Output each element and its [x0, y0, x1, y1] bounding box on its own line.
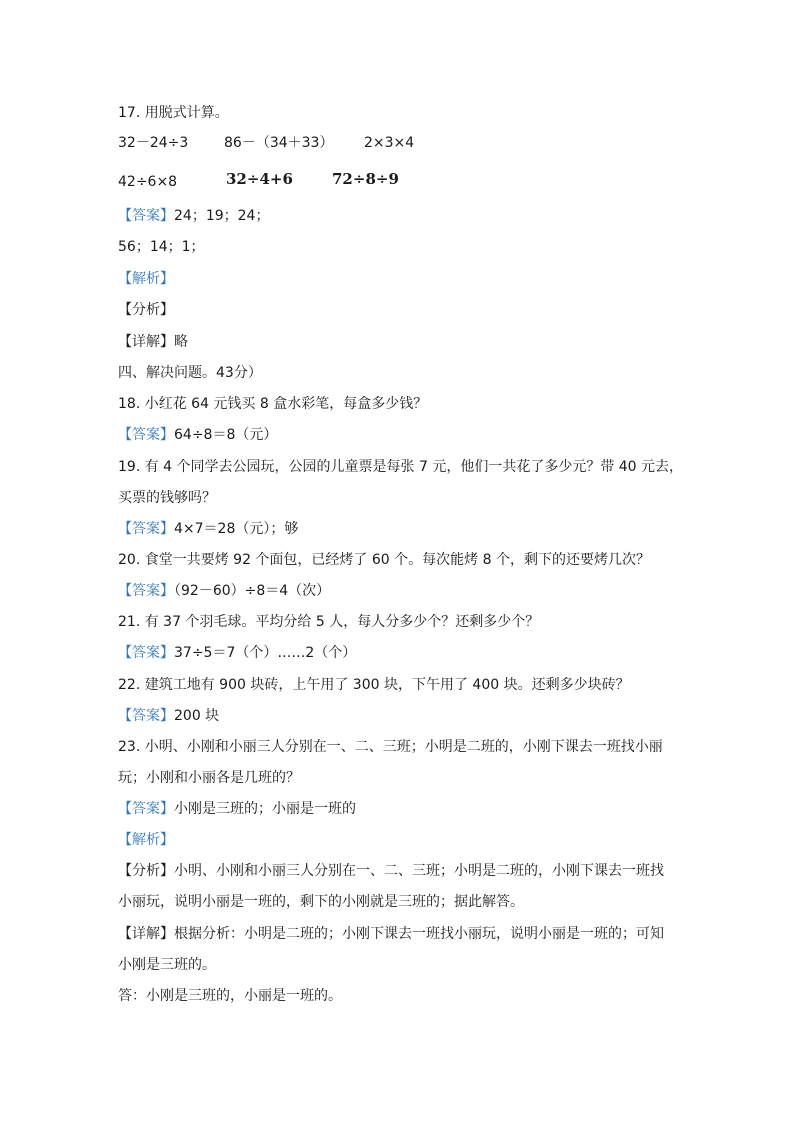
q23-fenxi-line2: 小丽玩，说明小丽是一班的，剩下的小刚就是三班的；据此解答。 — [118, 894, 524, 910]
expr-5: 32÷4+6 — [226, 170, 293, 188]
expr-1: 32－24÷3 — [118, 135, 189, 151]
q17-fenxi-tag: 【分析】 — [118, 302, 174, 318]
q23-text-line2: 玩；小刚和小丽各是几班的？ — [118, 770, 300, 786]
q17-answer-line2: 56；14；1； — [118, 239, 205, 255]
answer-tag: 【答案】 — [118, 521, 174, 537]
q23-final-answer: 答：小刚是三班的，小丽是一班的。 — [118, 988, 342, 1004]
q18-answer — [118, 425, 277, 445]
fenxi-text: 小明、小刚和小丽三人分别在一、二、三班；小明是二班的，小刚下课去一班找 — [174, 863, 664, 879]
q17-answer — [118, 206, 269, 226]
q17-jiexi-tag: 【解析】 — [118, 271, 174, 287]
answer-text: 小刚是三班的；小丽是一班的 — [174, 801, 356, 817]
expr-4: 42÷6×8 — [118, 174, 178, 190]
expr-2: 86－（34＋33） — [224, 135, 334, 151]
q23-text-line1: 23. 小明、小刚和小丽三人分别在一、二、三班；小明是二班的，小刚下课去一班找小丽 — [118, 739, 663, 755]
q19-text-line1: 19. 有 4 个同学去公园玩，公园的儿童票是每张 7 元，他们一共花了多少元？带 40 元去， — [118, 459, 684, 475]
q23-answer — [118, 799, 356, 819]
q19-text-line2: 买票的钱够吗？ — [118, 490, 216, 506]
xiangjie-tag: 【详解】 — [118, 334, 174, 350]
answer-text: （92－60）÷8＝4（次） — [174, 583, 331, 599]
answer-text: 4×7＝28（元）；够 — [174, 521, 299, 537]
q19-answer — [118, 519, 298, 539]
section-heading: 四、解决问题。43分） — [118, 365, 262, 381]
xiangjie-text: 略 — [174, 334, 188, 350]
answer-tag: 【答案】 — [118, 208, 174, 224]
q21-text: 21. 有 37 个羽毛球。平均分给 5 人，每人分多少个？还剩多少个？ — [118, 614, 540, 630]
q23-fenxi-line1 — [118, 861, 664, 881]
q23-xiangjie-line1 — [118, 924, 664, 944]
xiangjie-tag: 【详解】 — [118, 926, 174, 942]
answer-tag: 【答案】 — [118, 708, 174, 724]
answer-text: 64÷8＝8（元） — [174, 427, 278, 443]
q17-title: 17. 用脱式计算。 — [118, 105, 229, 121]
q22-text: 22. 建筑工地有 900 块砖，上午用了 300 块，下午用了 400 块。还剩多少块砖？ — [118, 677, 630, 693]
answer-tag: 【答案】 — [118, 427, 174, 443]
answer-tag: 【答案】 — [118, 801, 174, 817]
q18-text: 18. 小红花 64 元钱买 8 盒水彩笔，每盒多少钱？ — [118, 396, 428, 412]
q23-xiangjie-line2: 小刚是三班的。 — [118, 957, 216, 973]
answer-tag: 【答案】 — [118, 583, 174, 599]
fenxi-tag: 【分析】 — [118, 863, 174, 879]
expr-3: 2×3×4 — [364, 135, 415, 151]
q21-answer — [118, 643, 356, 663]
answer-text: 37÷5＝7（个）……2（个） — [174, 645, 357, 661]
q23-jiexi-tag: 【解析】 — [118, 832, 174, 848]
q20-text: 20. 食堂一共要烤 92 个面包，已经烤了 60 个。每次能烤 8 个，剩下的还要烤几次？ — [118, 552, 650, 568]
expr-6: 72÷8÷9 — [332, 170, 399, 188]
q20-answer — [118, 581, 330, 601]
xiangjie-text: 根据分析：小明是二班的；小刚下课去一班找小丽玩，说明小丽是一班的；可知 — [174, 926, 664, 942]
answer-text: 200 块 — [174, 708, 220, 724]
q22-answer — [118, 706, 219, 726]
q17-xiangjie — [118, 332, 188, 352]
answer-tag: 【答案】 — [118, 645, 174, 661]
answer-text: 24；19；24； — [174, 208, 270, 224]
